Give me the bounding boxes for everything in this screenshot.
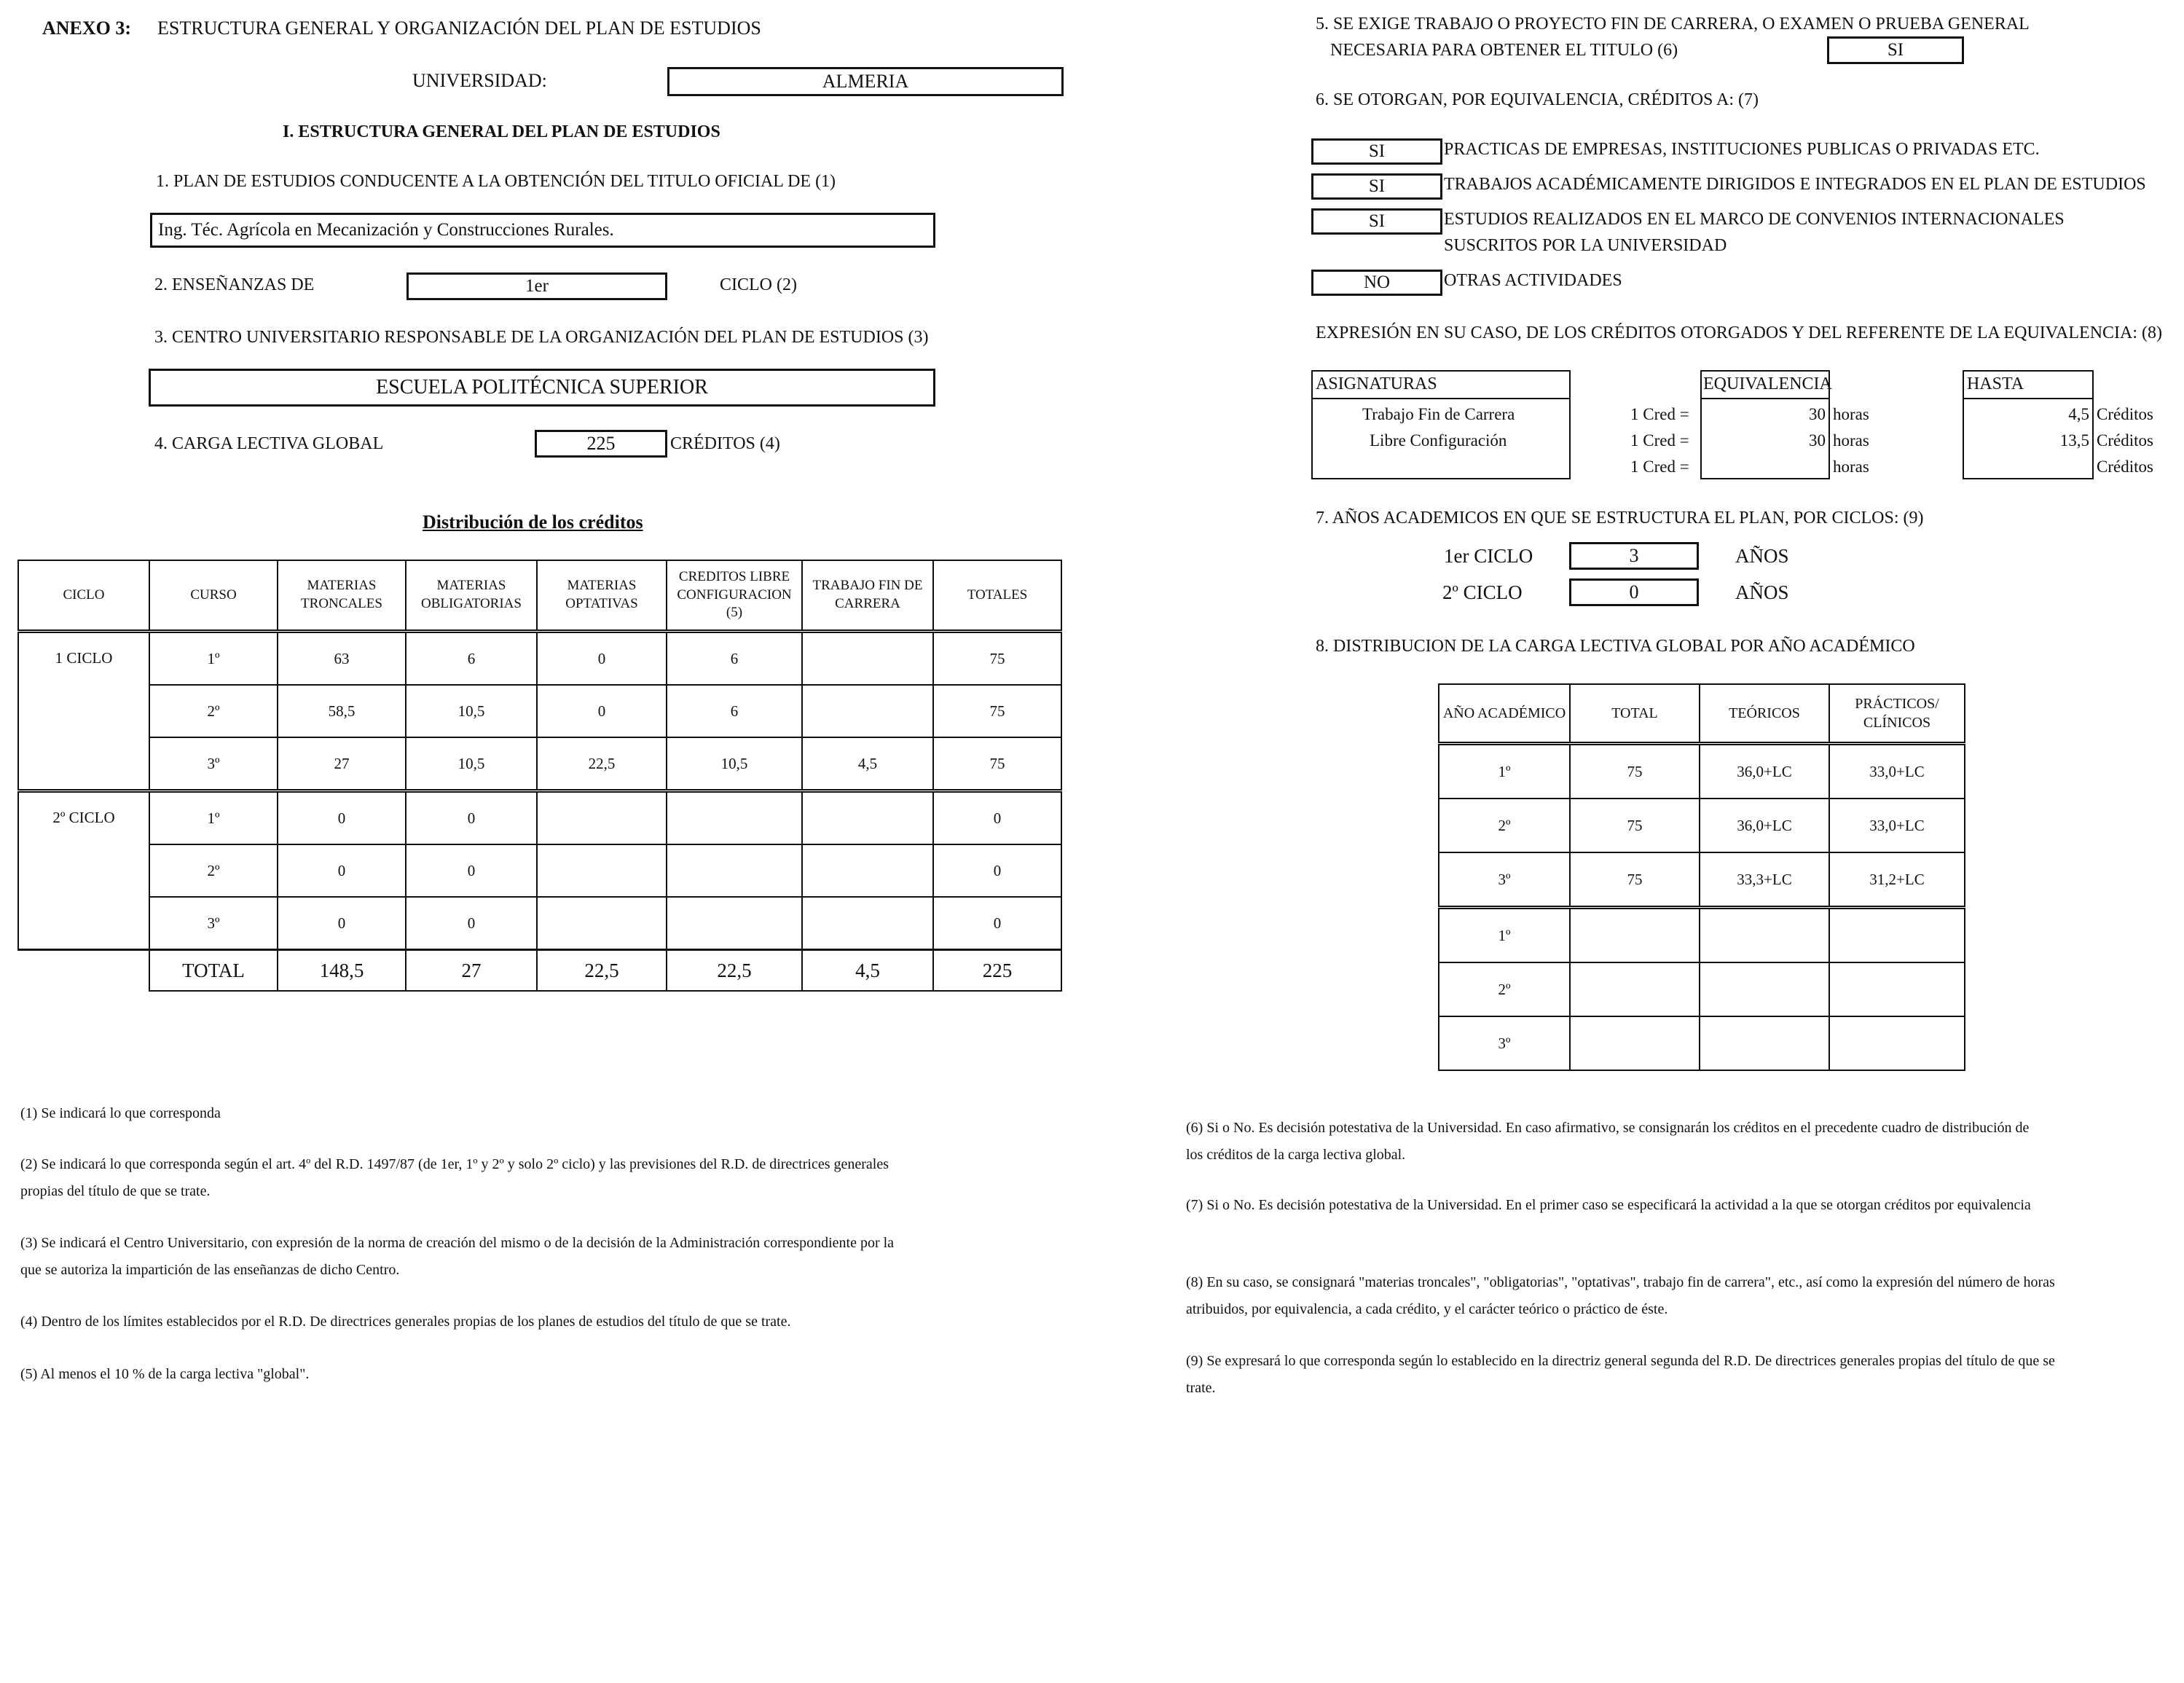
header-ano: AÑO ACADÉMICO: [1439, 684, 1570, 744]
table-cell: 75: [1570, 852, 1700, 908]
ciclo1-unit: AÑOS: [1735, 545, 1789, 567]
footnote-1: (1) Se indicará lo que corresponda: [20, 1105, 221, 1121]
table-cell: [1570, 962, 1700, 1016]
equivalence-cred: 1 Cred =: [1630, 431, 1689, 450]
ciclo-2-cell: 2º CICLO: [18, 791, 149, 950]
table-row: [1439, 744, 1965, 799]
table-cell: 6: [667, 632, 802, 686]
table-cell: 36,0+LC: [1700, 799, 1829, 852]
footnote-8: (8) En su caso, se consignará "materias troncales", "obligatorias", "optativas", trabajo fin de carrera", etc., así como la expresión del número de horas atribuidos, por equivalencia, a cada crédito, y el carácter teórico o práctico de éste.: [1186, 1274, 2055, 1317]
table-cell: 75: [933, 737, 1061, 791]
table-cell: 27: [278, 737, 406, 791]
trabajo-fin-field: SI: [1827, 36, 1964, 64]
table-cell: 3º: [1439, 852, 1570, 908]
ciclo2-unit: AÑOS: [1735, 581, 1789, 603]
document-title: ESTRUCTURA GENERAL Y ORGANIZACIÓN DEL PLAN DE ESTUDIOS: [157, 17, 761, 39]
table-cell: 3º: [149, 737, 278, 791]
table-cell: 10,5: [406, 685, 537, 737]
equivalence-hasta-unit: Créditos: [2097, 431, 2153, 450]
item6-label: 6. SE OTORGAN, POR EQUIVALENCIA, CRÉDITOS A: (7): [1316, 90, 1759, 109]
table-cell: [1829, 962, 1965, 1016]
equivalence-cred: 1 Cred =: [1630, 458, 1689, 476]
equivalence-horas: 30: [1809, 405, 1826, 423]
equivalence-horas: 30: [1809, 431, 1826, 450]
item4-label: 4. CARGA LECTIVA GLOBAL: [154, 434, 384, 453]
table-cell: [667, 897, 802, 950]
total-cell: 22,5: [537, 950, 667, 992]
equivalencia-practicas-field: SI: [1311, 138, 1442, 165]
header-totales: TOTALES: [933, 560, 1061, 632]
distribution-title: Distribución de los créditos: [423, 511, 643, 533]
equivalencia-convenios-label: ESTUDIOS REALIZADOS EN EL MARCO DE CONVENIOS INTERNACIONALES: [1444, 210, 2065, 229]
equivalencia-trabajos-label: TRABAJOS ACADÉMICAMENTE DIRIGIDOS E INTEGRADOS EN EL PLAN DE ESTUDIOS: [1444, 175, 2146, 194]
anexo-label: ANEXO 3:: [42, 17, 132, 39]
table-row: [18, 632, 1061, 686]
equivalence-cred: 1 Cred =: [1630, 405, 1689, 423]
item5-line2: NECESARIA PARA OBTENER EL TITULO (6): [1330, 41, 1678, 60]
table-cell: 1º: [1439, 744, 1570, 799]
table-cell: [1700, 962, 1829, 1016]
header-total: TOTAL: [1570, 684, 1700, 744]
table-cell: 2º: [1439, 962, 1570, 1016]
hasta-header: HASTA: [1967, 374, 2024, 393]
expresion-label: EXPRESIÓN EN SU CASO, DE LOS CRÉDITOS OTORGADOS Y DEL REFERENTE DE LA EQUIVALENCIA: (8): [1316, 323, 2163, 342]
table-cell: 75: [1570, 744, 1700, 799]
table-cell: [667, 844, 802, 897]
table-cell: 2º: [1439, 799, 1570, 852]
table-cell: 1º: [149, 791, 278, 845]
table-cell: [802, 897, 933, 950]
table-cell: 75: [933, 632, 1061, 686]
table-cell: 0: [278, 897, 406, 950]
total-row: [18, 950, 1061, 992]
universidad-label: UNIVERSIDAD:: [412, 70, 547, 91]
footnote-7: (7) Si o No. Es decisión potestativa de la Universidad. En el primer caso se especificará la actividad a la que se otorgan créditos por equivalencia: [1186, 1197, 2031, 1213]
equivalence-hasta: 13,5: [2059, 431, 2089, 450]
table-cell: 4,5: [802, 737, 933, 791]
table-cell: [1570, 908, 1700, 963]
ciclo2-anos-field: 0: [1569, 578, 1699, 606]
header-curso: CURSO: [149, 560, 278, 632]
ciclo2-label: 2º CICLO: [1442, 581, 1523, 603]
table-cell: [1829, 1016, 1965, 1070]
header-practicos: PRÁCTICOS/ CLÍNICOS: [1829, 684, 1965, 744]
total-cell: 148,5: [278, 950, 406, 992]
carga-field: 225: [535, 430, 667, 458]
header-teoricos: TEÓRICOS: [1700, 684, 1829, 744]
equivalencia-otras-field: NO: [1311, 270, 1442, 296]
table-cell: [1700, 1016, 1829, 1070]
table-row: [1439, 799, 1965, 852]
equivalence-hasta: 4,5: [2068, 405, 2089, 423]
ciclo-field: 1er: [406, 272, 667, 300]
total-label: TOTAL: [149, 950, 278, 992]
table-cell: 2º: [149, 844, 278, 897]
table-cell: 0: [537, 685, 667, 737]
equivalence-horas-unit: horas: [1833, 431, 1869, 450]
table-cell: 1º: [149, 632, 278, 686]
equivalence-horas-unit: horas: [1833, 405, 1869, 423]
equivalence-horas-unit: horas: [1833, 458, 1869, 476]
equivalence-asignatura: Libre Configuración: [1370, 431, 1507, 450]
total-cell: 4,5: [802, 950, 933, 992]
table-cell: 31,2+LC: [1829, 852, 1965, 908]
equivalencia-convenios-label-2: SUSCRITOS POR LA UNIVERSIDAD: [1444, 236, 1727, 255]
item8-label: 8. DISTRIBUCION DE LA CARGA LECTIVA GLOBAL POR AÑO ACADÉMICO: [1316, 637, 1915, 656]
table-cell: 2º: [149, 685, 278, 737]
table-cell: 6: [667, 685, 802, 737]
table-row: [18, 897, 1061, 950]
table-cell: [1570, 1016, 1700, 1070]
table-cell: 0: [278, 791, 406, 845]
table-cell: 63: [278, 632, 406, 686]
ciclo-1-cell: 1 CICLO: [18, 632, 149, 791]
total-cell: 27: [406, 950, 537, 992]
table-row: [18, 737, 1061, 791]
header-troncales: MATERIAS TRONCALES: [278, 560, 406, 632]
table-cell: 3º: [149, 897, 278, 950]
table-cell: 0: [933, 897, 1061, 950]
titulo-field: Ing. Téc. Agrícola en Mecanización y Construcciones Rurales.: [150, 213, 935, 248]
equivalence-hasta-unit: Créditos: [2097, 405, 2153, 423]
total-cell: 225: [933, 950, 1061, 992]
table-cell: [537, 791, 667, 845]
table-row: [18, 791, 1061, 845]
table-cell: [802, 791, 933, 845]
footnote-3: (3) Se indicará el Centro Universitario, con expresión de la norma de creación del mismo o de la decisión de la Administración correspondiente por la que se autoriza la impartición de las enseñanzas de dicho Centro.: [20, 1235, 895, 1278]
item7-label: 7. AÑOS ACADEMICOS EN QUE SE ESTRUCTURA EL PLAN, POR CICLOS: (9): [1316, 509, 1924, 527]
table-row: [1439, 962, 1965, 1016]
table-cell: [802, 632, 933, 686]
footnote-4: (4) Dentro de los límites establecidos por el R.D. De directrices generales propias de los planes de estudios del título de que se trate.: [20, 1314, 791, 1330]
footnote-5: (5) Al menos el 10 % de la carga lectiva "global".: [20, 1366, 310, 1382]
table-cell: [1829, 908, 1965, 963]
table-row: [1439, 852, 1965, 908]
equivalencia-practicas-label: PRACTICAS DE EMPRESAS, INSTITUCIONES PUBLICAS O PRIVADAS ETC.: [1444, 140, 2040, 159]
item1-label: 1. PLAN DE ESTUDIOS CONDUCENTE A LA OBTENCIÓN DEL TITULO OFICIAL DE (1): [156, 172, 836, 191]
equivalencia-otras-label: OTRAS ACTIVIDADES: [1444, 271, 1622, 290]
table-cell: 0: [933, 791, 1061, 845]
item3-label: 3. CENTRO UNIVERSITARIO RESPONSABLE DE LA ORGANIZACIÓN DEL PLAN DE ESTUDIOS (3): [154, 328, 929, 347]
table-header-row: [18, 560, 1061, 632]
universidad-field: ALMERIA: [667, 67, 1064, 96]
item4-suffix: CRÉDITOS (4): [670, 434, 780, 453]
table-header-row: [1439, 684, 1965, 744]
table-cell: 36,0+LC: [1700, 744, 1829, 799]
table-cell: 10,5: [667, 737, 802, 791]
equivalencia-header: EQUIVALENCIA: [1703, 374, 1832, 393]
ciclo1-anos-field: 3: [1569, 542, 1699, 570]
header-trabajo-fin: TRABAJO FIN DE CARRERA: [802, 560, 933, 632]
table-cell: [537, 897, 667, 950]
table-cell: 10,5: [406, 737, 537, 791]
table-cell: 1º: [1439, 908, 1570, 963]
table-cell: [802, 685, 933, 737]
table-row: [18, 844, 1061, 897]
table-cell: 6: [406, 632, 537, 686]
ciclo1-label: 1er CICLO: [1444, 545, 1533, 567]
footnote-6: (6) Si o No. Es decisión potestativa de la Universidad. En caso afirmativo, se consignarán los créditos en el precedente cuadro de distribución de los créditos de la carga lectiva global.: [1186, 1120, 2030, 1163]
table-cell: [667, 791, 802, 845]
table-cell: [802, 844, 933, 897]
table-row: [18, 685, 1061, 737]
footnote-9: (9) Se expresará lo que corresponda según lo establecido en la directriz general segunda del R.D. De directrices generales propias del título de que se trate.: [1186, 1353, 2055, 1396]
equivalence-asignatura: Trabajo Fin de Carrera: [1362, 405, 1515, 423]
footnote-2: (2) Se indicará lo que corresponda según el art. 4º del R.D. 1497/87 (de 1er, 1º y 2º y solo 2º ciclo) y las previsiones del R.D. de directrices generales propias del título de que se trate.: [20, 1156, 889, 1199]
header-ciclo: CICLO: [18, 560, 149, 632]
table-cell: 75: [1570, 799, 1700, 852]
table-cell: 75: [933, 685, 1061, 737]
table-cell: 33,0+LC: [1829, 799, 1965, 852]
total-cell: 22,5: [667, 950, 802, 992]
table-cell: 3º: [1439, 1016, 1570, 1070]
section-title: I. ESTRUCTURA GENERAL DEL PLAN DE ESTUDIOS: [283, 122, 720, 141]
table-cell: [1700, 908, 1829, 963]
table-cell: 0: [933, 844, 1061, 897]
item2-label: 2. ENSEÑANZAS DE: [154, 275, 315, 294]
item5-line1: 5. SE EXIGE TRABAJO O PROYECTO FIN DE CARRERA, O EXAMEN O PRUEBA GENERAL: [1316, 15, 2030, 34]
table-row: [1439, 908, 1965, 963]
header-obligatorias: MATERIAS OBLIGATORIAS: [406, 560, 537, 632]
table-cell: 0: [406, 844, 537, 897]
table-cell: 33,3+LC: [1700, 852, 1829, 908]
table-cell: 33,0+LC: [1829, 744, 1965, 799]
year-distribution-table: [1438, 683, 1965, 1071]
credit-distribution-table: [17, 560, 1062, 992]
header-optativas: MATERIAS OPTATIVAS: [537, 560, 667, 632]
table-cell: 22,5: [537, 737, 667, 791]
table-cell: 0: [537, 632, 667, 686]
equivalencia-convenios-field: SI: [1311, 208, 1442, 235]
table-cell: 58,5: [278, 685, 406, 737]
table-cell: 0: [278, 844, 406, 897]
equivalence-hasta-unit: Créditos: [2097, 458, 2153, 476]
table-cell: 0: [406, 791, 537, 845]
asignaturas-header: ASIGNATURAS: [1316, 374, 1437, 393]
table-cell: [537, 844, 667, 897]
centro-field: ESCUELA POLITÉCNICA SUPERIOR: [149, 369, 935, 407]
equivalencia-trabajos-field: SI: [1311, 173, 1442, 200]
item2-suffix: CICLO (2): [720, 275, 797, 294]
table-cell: 0: [406, 897, 537, 950]
table-row: [1439, 1016, 1965, 1070]
header-libre-configuracion: CREDITOS LIBRE CONFIGURACION (5): [667, 560, 802, 632]
